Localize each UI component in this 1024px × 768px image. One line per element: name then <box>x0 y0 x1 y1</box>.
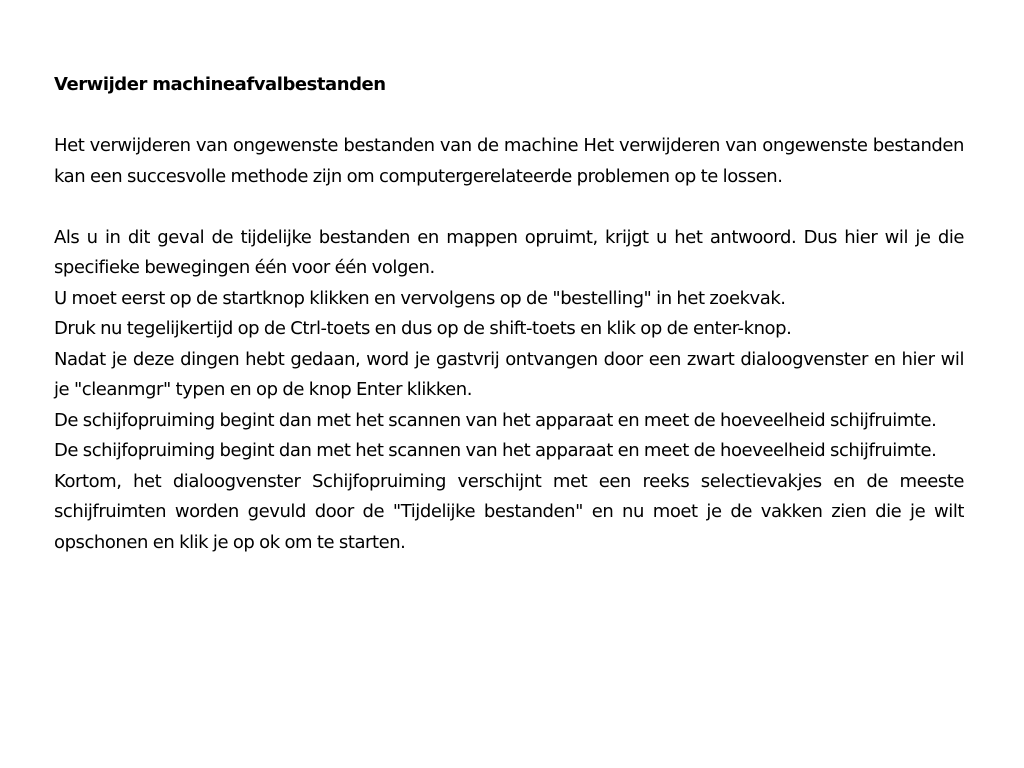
paragraph-cleanmgr: Nadat je deze dingen hebt gedaan, word je gastvrij ontvangen door een zwart dialoogvenster en hier wil je "cleanmgr" typen en op de knop Enter klikken. <box>54 348 964 400</box>
paragraph-summary: Kortom, het dialoogvenster Schijfopruiming verschijnt met een reeks selectievakjes en de meeste schijfruimten worden gevuld door de "Tijdelijke bestanden" en nu moet je de vakken zien die je wilt opschonen en klik je op ok om te starten. <box>54 470 964 553</box>
slide-content <box>54 70 964 558</box>
paragraph-intro: Het verwijderen van ongewenste bestanden van de machine Het verwijderen van ongewenste bestanden kan een succesvolle methode zijn om computergerelateerde problemen op te lossen. <box>54 135 964 187</box>
paragraph-start-button: U moet eerst op de startknop klikken en vervolgens op de "bestelling" in het zoekvak. <box>54 287 786 309</box>
paragraph-ctrl-shift: Druk nu tegelijkertijd op de Ctrl-toets en dus op de shift-toets en klik op de enter-knop. <box>54 318 792 339</box>
document-title: Verwijder machineafvalbestanden <box>54 74 386 95</box>
paragraph-temp-files: Als u in dit geval de tijdelijke bestanden en mappen opruimt, krijgt u het antwoord. Dus hier wil je die specifieke bewegingen één voor één volgen. <box>54 226 964 278</box>
paragraph-disk-cleanup-2: De schijfopruiming begint dan met het scannen van het apparaat en meet de hoeveelheid schijfruimte. <box>54 440 937 461</box>
paragraph-disk-cleanup-1: De schijfopruiming begint dan met het scannen van het apparaat en meet de hoeveelheid schijfruimte. <box>54 409 937 431</box>
